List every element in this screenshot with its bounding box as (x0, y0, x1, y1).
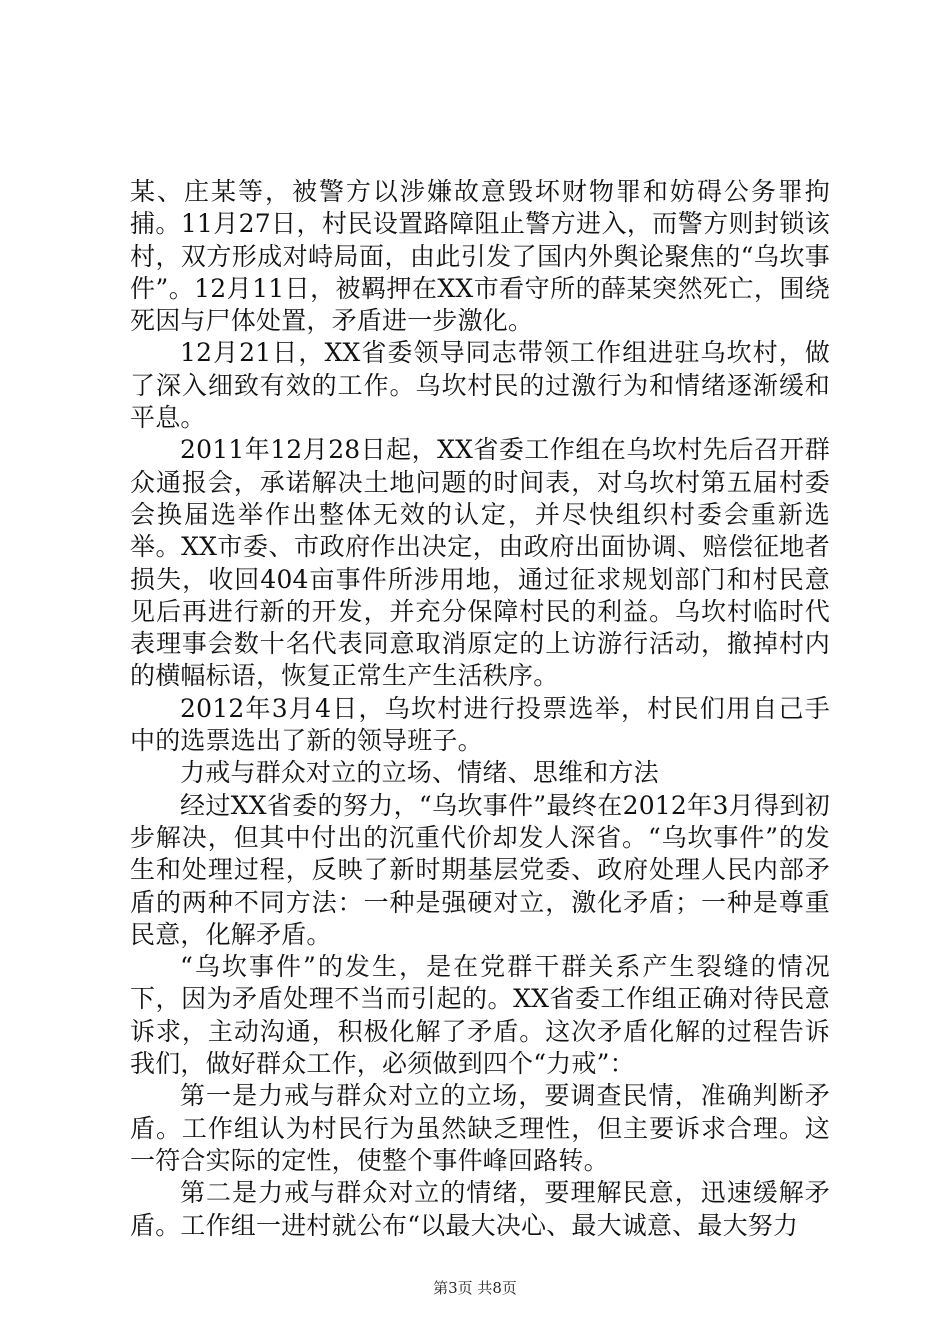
paragraph-5: 经过XX省委的努力，“乌坎事件”最终在2012年3月得到初步解决，但其中付出的沉重代价却发人深省。“乌坎事件”的发生和处理过程，反映了新时期基层党委、政府处理人民内部矛盾的两种不同方法：一种是强硬对立，激化矛盾；一种是尊重民意，化解矛盾。 (130, 790, 830, 949)
page-footer: 第3页 共8页 (433, 1279, 517, 1297)
paragraph-1: 某、庄某等，被警方以涉嫌故意毁坏财物罪和妨碍公务罪拘捕。11月27日，村民设置路障阻止警方进入，而警方则封锁该村，双方形成对峙局面，由此引发了国内外舆论聚焦的“乌坎事件”。12月11日，被羁押在XX市看守所的薛某突然死亡，围绕死因与尸体处置，矛盾进一步激化。 (130, 177, 830, 336)
paragraph-4: 2012年3月4日，乌坎村进行投票选举，村民们用自己手中的选票选出了新的领导班子。 (130, 693, 830, 756)
document-body (130, 176, 830, 1242)
paragraph-2: 12月21日，XX省委领导同志带领工作组进驻乌坎村，做了深入细致有效的工作。乌坎村民的过激行为和情绪逐渐缓和平息。 (130, 338, 830, 433)
paragraph-3: 2011年12月28日起，XX省委工作组在乌坎村先后召开群众通报会，承诺解决土地问题的时间表，对乌坎村第五届村委会换届选举作出整体无效的认定，并尽快组织村委会重新选举。XX市委、市政府作出决定，由政府出面协调、赔偿征地者损失，收回404亩事件所涉用地，通过征求规划部门和村民意见后再进行新的开发，并充分保障村民的利益。乌坎村临时代表理事会数十名代表同意取消原定的上访游行活动，撤掉村内的横幅标语，恢复正常生产生活秩序。 (130, 435, 830, 691)
section-heading: 力戒与群众对立的立场、情绪、思维和方法 (180, 758, 659, 788)
paragraph-7: 第一是力戒与群众对立的立场，要调查民情，准确判断矛盾。工作组认为村民行为虽然缺乏理性，但主要诉求合理。这一符合实际的定性，使整个事件峰回路转。 (130, 1081, 830, 1175)
paragraph-8: 第二是力戒与群众对立的情绪，要理解民意，迅速缓解矛盾。工作组一进村就公布“以最大决心、最大诚意、最大努力 (130, 1178, 830, 1240)
paragraph-6: “乌坎事件”的发生，是在党群干群关系产生裂缝的情况下，因为矛盾处理不当而引起的。XX省委工作组正确对待民意诉求，主动沟通，积极化解了矛盾。这次矛盾化解的过程告诉我们，做好群众工作，必须做到四个“力戒”： (130, 952, 830, 1079)
